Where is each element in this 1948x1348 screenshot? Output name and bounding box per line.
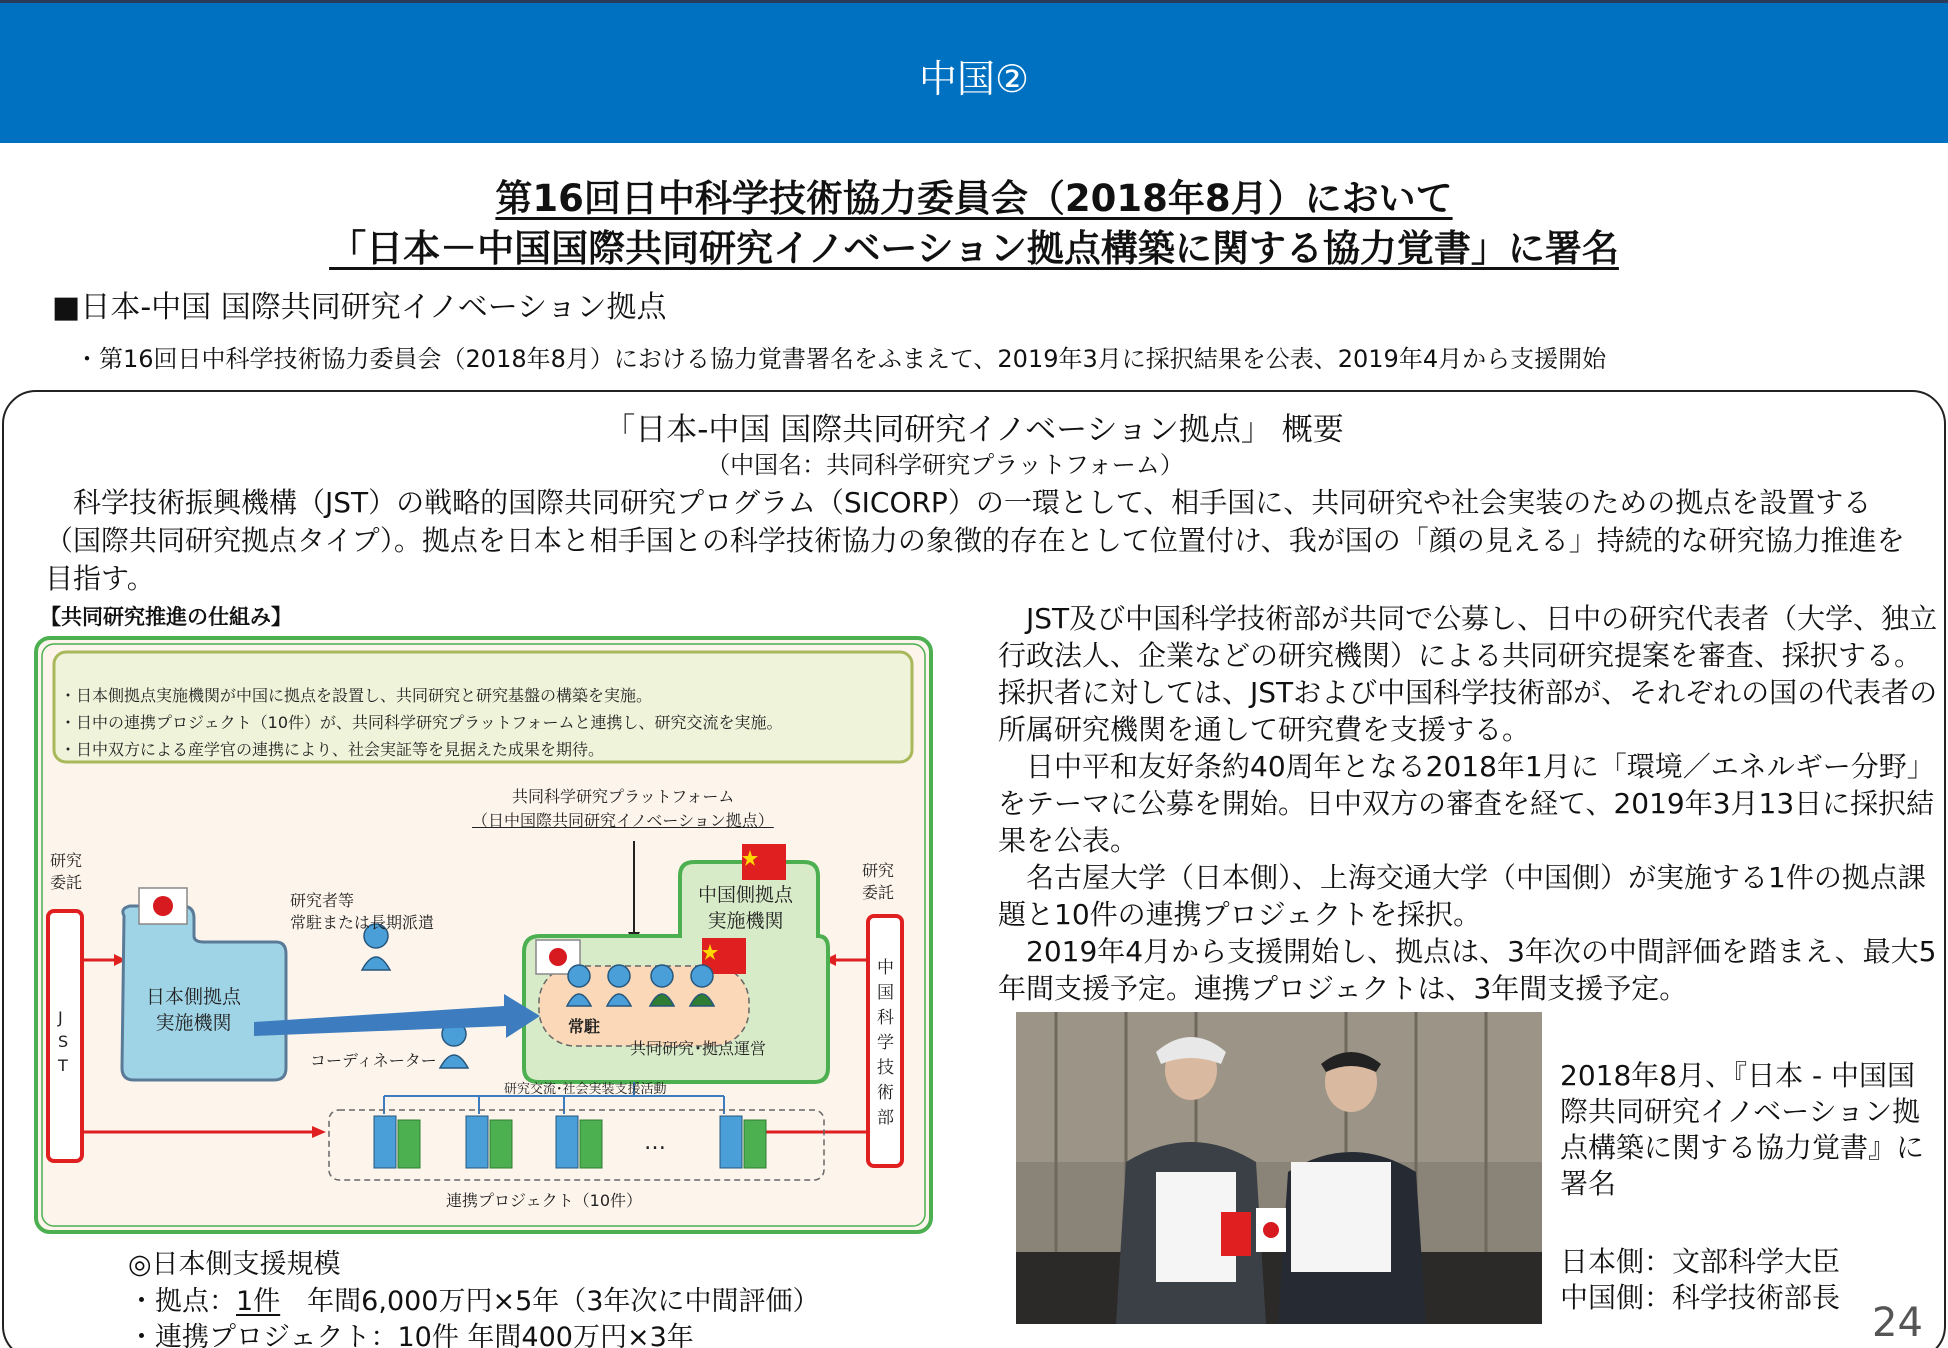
header-title: 中国② <box>918 57 1030 101</box>
left-entrust-label: 研究 委託 <box>50 851 83 892</box>
section-heading: ■日本-中国 国際共同研究イノベーション拠点 <box>52 290 667 325</box>
mechanism-bullet-2: ・日中の連携プロジェクト（10件）が、共同科学研究プラットフォームと連携し、研究交流を実施。 <box>60 713 783 732</box>
exchange-label: 研究交流･社会実装支援活動 <box>504 1082 667 1097</box>
right-entrust-label: 研究 委託 <box>862 861 895 902</box>
overview-paragraph: 科学技術振興機構（JST）の戦略的国際共同研究プログラム（SICORP）の一環として、相手国に、共同研究や社会実装のための拠点を設置する（国際共同研究拠点タイプ）。拠点を日本と相手国との科学技術協力の象徴的存在として位置付け、我が国の「顔の見える」持続的な研究協力推進を目指す。 <box>45 486 1905 595</box>
photo-caption: 2018年8月、『日本 - 中国国際共同研究イノベーション拠点構築に関する協力覚書』に署名 <box>1560 1059 1925 1200</box>
support-project-line: ・連携プロジェクト：10件 年間400万円×3年 <box>128 1322 694 1348</box>
section-bullet: ・第16回日中科学技術協力委員会（2018年8月）における協力覚書署名をふまえて、2019年3月に採択結果を公表、2019年4月から支援開始 <box>75 345 1607 373</box>
support-hub-line: ・拠点：1件 年間6,000万円×5年（3年次に中間評価） <box>128 1286 820 1317</box>
mechanism-bullet-1: ・日本側拠点実施機関が中国に拠点を設置し、共同研究と研究基盤の構築を実施。 <box>60 686 653 705</box>
cn-institution-label: 中国側拠点 実施機関 <box>698 884 794 932</box>
platform-label-1: 共同科学研究プラットフォーム <box>512 787 735 806</box>
overview-subtitle: （中国名：共同科学研究プラットフォーム） <box>706 451 1184 479</box>
projects-label: 連携プロジェクト（10件） <box>446 1191 643 1210</box>
resident-label: 常駐 <box>568 1017 601 1036</box>
right-para-3: 名古屋大学（日本側）、上海交通大学（中国側）が実施する1件の拠点課題と10件の連携プロジェクトを採択。 <box>998 861 1926 931</box>
main-title-line2: 「日本－中国国際共同研究イノベーション拠点構築に関する協力覚書」に署名 <box>329 227 1619 270</box>
researchers-label: 研究者等 常駐または長期派遣 <box>290 891 435 932</box>
cn-ministry-label: 中国科学技術部 <box>877 958 894 1128</box>
overview-title: 「日本-中国 国際共同研究イノベーション拠点」 概要 <box>604 412 1344 448</box>
jst-label: JST <box>58 1008 69 1075</box>
page-number: 24 <box>1872 1300 1923 1346</box>
mechanism-bullet-3: ・日中双方による産学官の連携により、社会実証等を見据えた成果を期待。 <box>60 740 605 759</box>
main-title-line1: 第16回日中科学技術協力委員会（2018年8月）において <box>495 177 1453 220</box>
platform-label-2: （日中国際共同研究イノベーション拠点） <box>472 811 774 830</box>
mechanism-label: 【共同研究推進の仕組み】 <box>40 605 292 629</box>
right-description <box>998 600 1938 1007</box>
mechanism-diagram <box>34 636 934 1236</box>
right-para-1: JST及び中国科学技術部が共同で公募し、日中の研究代表者（大学、独立行政法人、企業などの研究機関）による共同研究提案を審査、採択する。採択者に対しては、JSTおよび中国科学技術部が、それぞれの国の代表者の所属研究機関を通して研究費を支援する。 <box>998 602 1938 746</box>
jp-signer: 日本側：文部科学大臣 <box>1560 1245 1841 1278</box>
jp-institution-label: 日本側拠点 実施機関 <box>146 986 242 1034</box>
joint-ops-label: 共同研究･拠点運営 <box>630 1039 767 1058</box>
cn-signer: 中国側：科学技術部長 <box>1560 1281 1841 1314</box>
coordinator-label: コーディネーター <box>310 1051 437 1070</box>
ellipsis: … <box>644 1130 666 1155</box>
signing-photo <box>1016 1012 1542 1324</box>
right-para-4: 2019年4月から支援開始し、拠点は、3年次の中間評価を踏まえ、最大5年間支援予定。連携プロジェクトは、3年間支援予定。 <box>998 935 1937 1005</box>
support-title: ◎日本側支援規模 <box>128 1249 341 1280</box>
right-para-2: 日中平和友好条約40周年となる2018年1月に「環境／エネルギー分野」をテーマに公募を開始。日中双方の審査を経て、2019年3月13日に採択結果を公表。 <box>998 750 1935 857</box>
